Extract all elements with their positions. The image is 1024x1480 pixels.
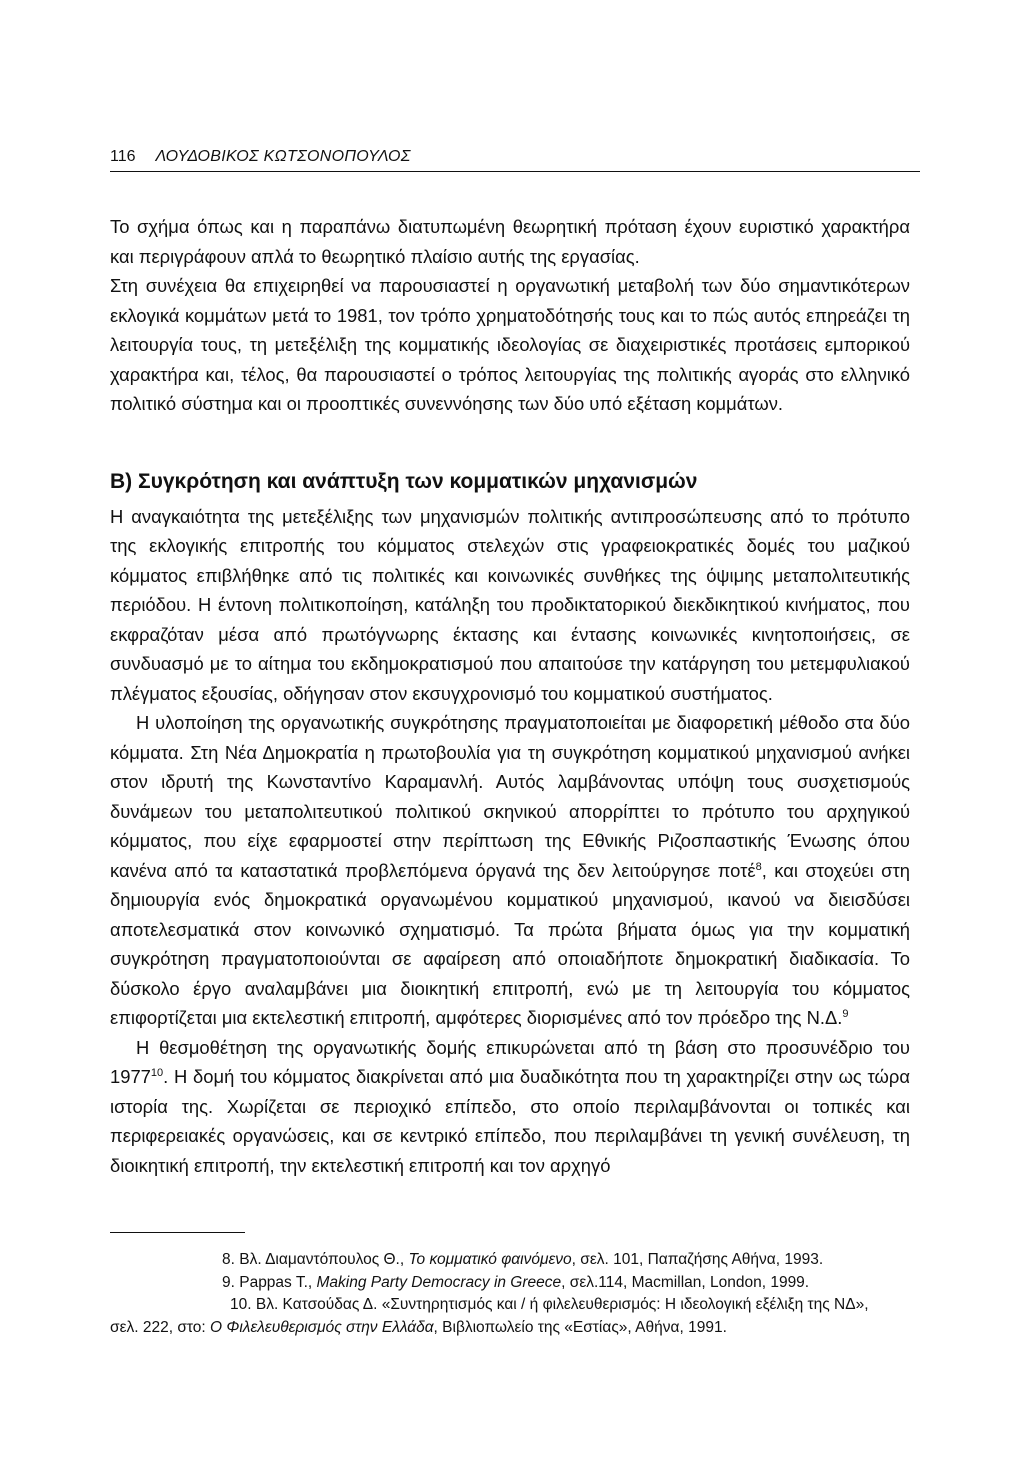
section-heading: Β) Συγκρότηση και ανάπτυξη των κομματικών μηχανισμών xyxy=(110,469,698,493)
paragraph-3-text-b: . Η δομή του κόμματος διακρίνεται από μια δυαδικότητα που τη χαρακτηρίζει στην ως τώρα ιστορία της. Χωρίζεται σε περιοχικό επίπεδο, στο οποίο περιλαμβάνονται οι τοπικές και περιφερειακές οργανώσεις, και σε κεντρικό επίπεδο, που περιλαμβάνει τη γενική συνέλευση, τη διοικητική επιτροπή, την εκτελεστική επιτροπή και τον αρχηγό xyxy=(110,1066,910,1176)
section-paragraph-2 xyxy=(110,708,910,1033)
footnote-9-rest: , σελ.114, Macmillan, London, 1999. xyxy=(561,1273,810,1291)
footnote-10-cont-text: σελ. 222, στο: xyxy=(110,1318,211,1336)
footnote-10-title: Ο Φιλελευθερισμός στην Ελλάδα xyxy=(210,1318,434,1336)
footnote-8-rest: , σελ. 101, Παπαζήσης Αθήνα, 1993. xyxy=(571,1251,824,1268)
paragraph-3-text-a: Η θεσμοθέτηση της οργανωτικής δομής επικυρώνεται από τη βάση στο προσυνέδριο του 1977 xyxy=(110,1036,910,1087)
footnotes xyxy=(110,1232,910,1339)
footnote-8-text: 8. Βλ. Διαμαντόπουλος Θ., xyxy=(222,1251,409,1268)
page xyxy=(110,148,910,1180)
footnote-ref-10[interactable]: 10 xyxy=(150,1066,164,1079)
footnote-10-continued xyxy=(110,1317,910,1340)
footnote-ref-8[interactable]: 8 xyxy=(755,860,762,873)
footnote-8-title: Το κομματικό φαινόμενο xyxy=(408,1251,572,1268)
footnote-8 xyxy=(110,1249,910,1272)
footnote-rule xyxy=(110,1232,245,1233)
footnote-10-rest: , Βιβλιοπωλείο της «Εστίας», Αθήνα, 1991. xyxy=(433,1318,727,1336)
footnote-9-title: Making Party Democracy in Greece xyxy=(316,1273,562,1291)
intro-paragraph-2: Στη συνέχεια θα επιχειρηθεί να παρουσιαστεί η οργανωτική μεταβολή των δύο σημαντικότερων εκλογικά κομμάτων μετά το 1981, τον τρόπο χρηματοδότησής τους και το πώς αυτός επηρεάζει τη λειτουργία τους, τη μετεξέλιξη της κομματικής ιδεολογίας σε διαχειριστικές προτάσεις εμπορικού χαρακτήρα και, τέλος, θα παρουσιαστεί ο τρόπος λειτουργίας της πολιτικής αγοράς στο ελληνικό πολιτικό σύστημα και οι προοπτικές συνεννόησης των δύο υπό εξέταση κομμάτων. xyxy=(110,275,910,414)
section-paragraph-3 xyxy=(110,1033,910,1181)
paragraph-2-text-a: Η υλοποίηση της οργανωτικής συγκρότησης πραγματοποιείται με διαφορετική μέθοδο στα δύο κόμματα. Στη Νέα Δημοκρατία η πρωτοβουλία για τη συγκρότηση κομματικού μηχανισμού ανήκει στον ιδρυτή της Κωνσταντίνο Καραμανλή. Αυτός λαμβάνοντας υπόψη τους συσχετισμούς δυνάμεων του μεταπολιτευτικού πολιτικού σκηνικού απορρίπτει το πρότυπο του αρχηγικού κόμματος, που είχε εφαρμοστεί στην περίπτωση της Εθνικής Ριζοσπαστικής Ένωσης όπου κανένα από τα καταστατικά προβλεπόμενα όργανά της δεν λειτούργησε ποτέ xyxy=(110,712,910,881)
running-head xyxy=(110,148,920,172)
footnote-ref-9[interactable]: 9 xyxy=(842,1007,849,1020)
section-paragraph-1: Η αναγκαιότητα της μετεξέλιξης των μηχανισμών πολιτικής αντιπροσώπευσης από το πρότυπο της εκλογικής επιτροπής του κόμματος στελεχών στις γραφειοκρατικές δομές του μαζικού κόμματος επιβλήθηκε από τις πολιτικές και κοινωνικές συνθήκες της όψιμης μεταπολιτευτικής περιόδου. Η έντονη πολιτικοποίηση, κατάληξη του προδικτατορικού διεκδικητικού κινήματος, που εκφραζόταν μέσα από πρωτόγνωρης έκτασης και έντασης κοινωνικές κινητοποιήσεις, σε συνδυασμό με το αίτημα του εκδημοκρατισμού που απαιτούσε την κατάργηση του μετεμφυλιακού πλέγματος εξουσίας, οδήγησαν στον εκσυγχρονισμό του κομματικού συστήματος. xyxy=(110,505,910,704)
intro-paragraph-1: Το σχήμα όπως και η παραπάνω διατυπωμένη θεωρητική πρόταση έχουν ευριστικό χαρακτήρα και περιγράφουν απλά το θεωρητικό πλαίσιο αυτής της εργασίας. xyxy=(110,216,910,267)
body-text xyxy=(110,212,910,1180)
paragraph-2-text-b: , και στοχεύει στη δημιουργία ενός δημοκρατικά οργανωμένου κομματικού μηχανισμού, ικανού να διεισδύσει αποτελεσματικά στον κοινωνικό σχηματισμό. Τα πρώτα βήματα όμως για την κομματική συγκρότηση πραγματοποιούνται σε αφαίρεση από οποιαδήποτε δημοκρατική διαδικασία. Το δύσκολο έργο αναλαμβάνει μια διοικητική επιτροπή, ενώ με τη λειτουργία του κόμματος επιφορτίζεται μια εκτελεστική επιτροπή, αμφότερες διορισμένες από τον πρόεδρο της Ν.Δ. xyxy=(110,859,910,1028)
running-head-author: ΛΟΥΔΟΒΙΚΟΣ ΚΩΤΣΟΝΟΠΟΥΛΟΣ xyxy=(155,148,411,165)
footnote-10-text: 10. Βλ. Κατσούδας Δ. «Συντηρητισμός και / ή φιλελευθερισμός: Η ιδεολογική εξέλιξη της ΝΔ», xyxy=(230,1296,869,1313)
footnote-9 xyxy=(110,1272,910,1295)
page-number: 116 xyxy=(110,148,136,165)
footnote-10 xyxy=(110,1294,910,1317)
footnote-9-text: 9. Pappas T., xyxy=(222,1273,317,1291)
